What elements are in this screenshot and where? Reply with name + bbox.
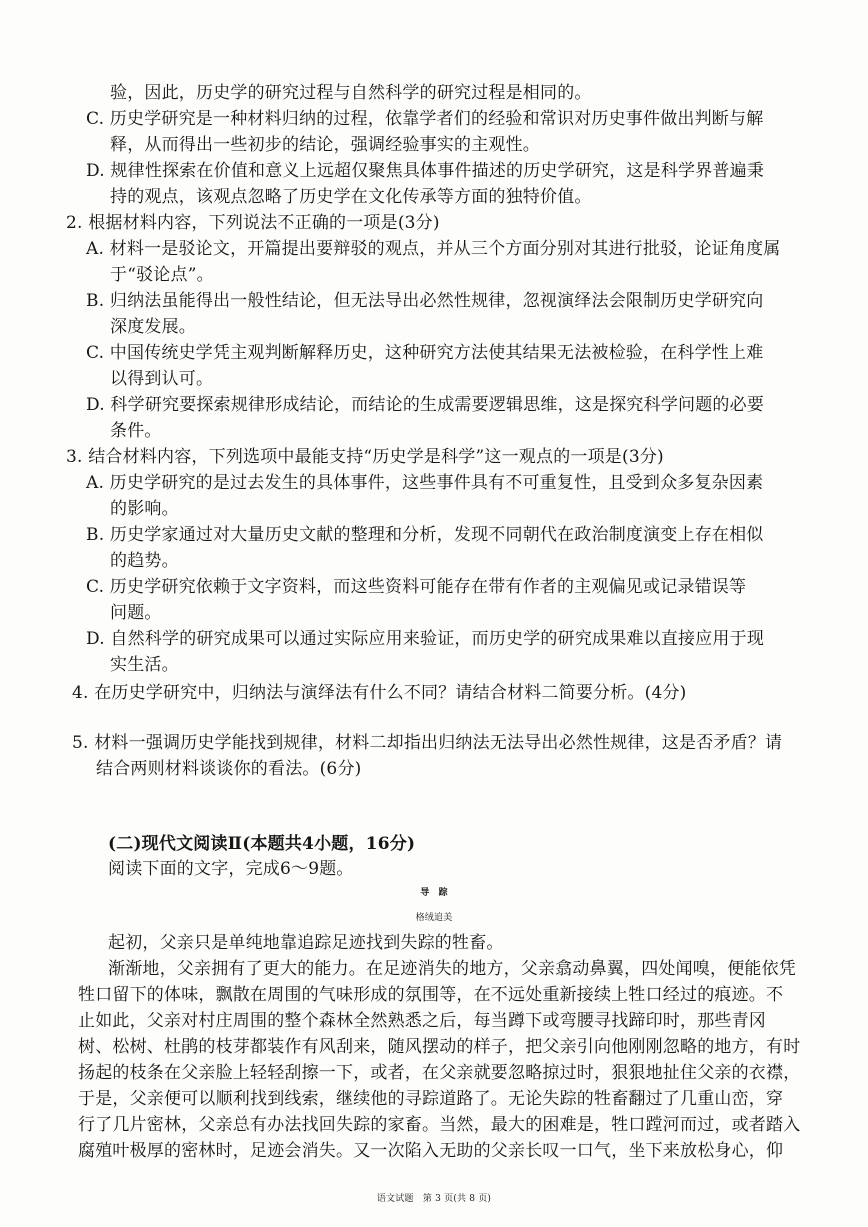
q1-option-c-cont: 释，从而得出一些初步的结论，强调经验事实的主观性。 [110,135,540,155]
q2-option-b: B. 归纳法虽能得出一般性结论，但无法导出必然性规律，忽视演绎法会限制历史学研究向 [86,291,764,311]
q1-option-b-tail: 验，因此，历史学的研究过程与自然科学的研究过程是相同的。 [110,83,592,103]
story-paragraph-2-line: 扬起的枝条在父亲脸上轻轻刮擦一下，或者，在父亲就要忽略掠过时，狠狠地扯住父亲的衣襟， [78,1063,801,1083]
q3-stem: 3. 结合材料内容，下列选项中最能支持“历史学是科学”这一观点的一项是(3分) [66,447,664,467]
q4-stem: 4. 在历史学研究中，归纳法与演绎法有什么不同？请结合材料二简要分析。(4分) [72,683,687,703]
q2-option-d: D. 科学研究要探索规律形成结论，而结论的生成需要逻辑思维，这是探究科学问题的必要 [86,395,765,415]
q2-option-d-cont: 条件。 [110,421,162,441]
q1-option-d-cont: 持的观点，该观点忽略了历史学在文化传承等方面的独特价值。 [110,187,592,207]
q3-option-b: B. 历史学家通过对大量历史文献的整理和分析，发现不同朝代在政治制度演变上存在相似 [86,525,764,545]
q2-option-c-cont: 以得到认可。 [110,369,214,389]
section-instruction: 阅读下面的文字，完成6～9题。 [108,859,354,879]
q3-option-a-cont: 的影响。 [110,499,179,519]
q2-option-c: C. 中国传统史学凭主观判断解释历史，这种研究方法使其结果无法被检验，在科学性上难 [86,343,764,363]
page-footer: 语文试题 第 3 页(共 8 页) [376,1194,492,1204]
q2-option-a: A. 材料一是驳论文，开篇提出要辩驳的观点，并从三个方面分别对其进行批驳，论证角度属 [86,239,781,259]
q5-stem: 5. 材料一强调历史学能找到规律，材料二却指出归纳法无法导出必然性规律，这是否矛盾？请 [72,733,783,753]
story-paragraph-2-line: 止如此，父亲对村庄周围的整个森林全然熟悉之后，每当蹲下或弯腰寻找蹄印时，那些青冈 [78,1011,766,1031]
q2-stem: 2. 根据材料内容，下列说法不正确的一项是(3分) [66,213,440,233]
story-paragraph-1: 起初，父亲只是单纯地靠追踪足迹找到失踪的牲畜。 [108,933,504,953]
story-paragraph-2-line: 牲口留下的体味，飘散在周围的气味形成的氛围等，在不远处重新接续上牲口经过的痕迹。不 [78,985,784,1005]
story-paragraph-2: 渐渐地，父亲拥有了更大的能力。在足迹消失的地方，父亲翕动鼻翼，四处闻嗅，便能依凭 [108,959,796,979]
section-heading: (二)现代文阅读Ⅱ(本题共4小题，16分) [108,834,416,854]
story-paragraph-2-line: 行了几片密林，父亲总有办法找回失踪的家畜。当然，最大的困难是，牲口蹚河而过，或者踏入 [78,1115,801,1135]
q5-stem-cont: 结合两则材料谈谈你的看法。(6分) [96,759,362,779]
story-paragraph-2-line: 树、松树、杜鹃的枝芽都装作有风刮来，随风摆动的样子，把父亲引向他刚刚忽略的地方，有时 [78,1037,801,1057]
story-paragraph-2-line: 腐殖叶极厚的密林时，足迹会消失。又一次陷入无助的父亲长叹一口气，坐下来放松身心，仰 [78,1141,784,1161]
q2-option-a-cont: 于“驳论点”。 [110,265,214,285]
q3-option-a: A. 历史学研究的是过去发生的具体事件，这些事件具有不可重复性，且受到众多复杂因素 [86,473,764,493]
q2-option-b-cont: 深度发展。 [110,317,196,337]
q1-option-d: D. 规律性探索在价值和意义上远超仅聚焦具体事件描述的历史学研究，这是科学界普遍秉 [86,161,765,181]
story-paragraph-2-line: 于是，父亲便可以顺利找到线索，继续他的寻踪道路了。无论失踪的牲畜翻过了几重山峦，穿 [78,1089,784,1109]
q3-option-d-cont: 实生活。 [110,655,179,675]
q1-option-c: C. 历史学研究是一种材料归纳的过程，依靠学者们的经验和常识对历史事件做出判断与解 [86,109,764,129]
story-title: 导 踪 [420,888,448,898]
q3-option-c: C. 历史学研究依赖于文字资料，而这些资料可能存在带有作者的主观偏见或记录错误等 [86,577,747,597]
q3-option-b-cont: 的趋势。 [110,551,179,571]
q3-option-c-cont: 问题。 [110,603,162,623]
story-author: 格绒追美 [415,913,453,923]
q3-option-d: D. 自然科学的研究成果可以通过实际应用来验证，而历史学的研究成果难以直接应用于现 [86,629,765,649]
